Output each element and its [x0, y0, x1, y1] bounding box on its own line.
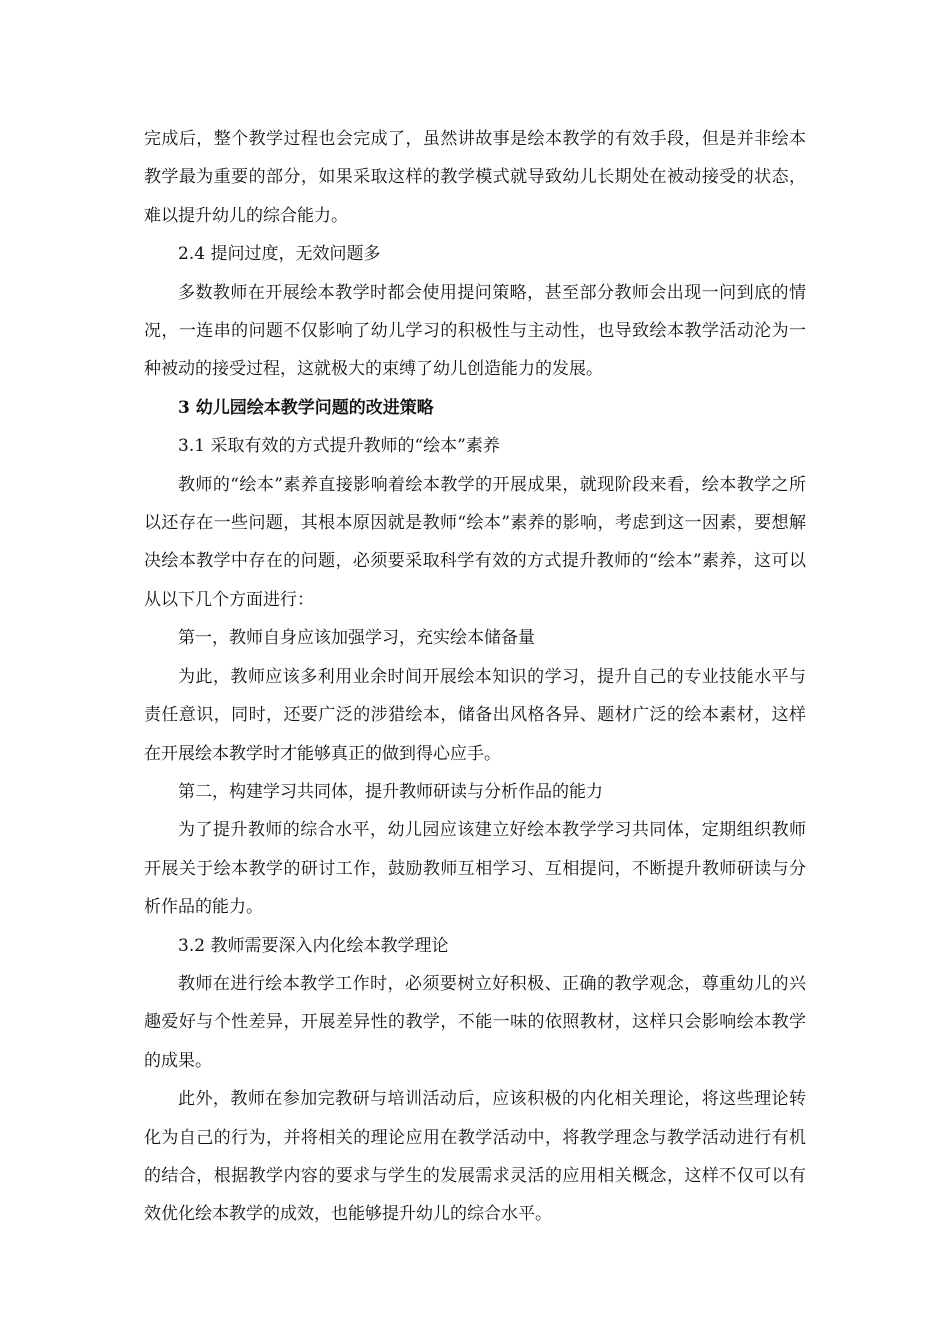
paragraph-teaching-concept: 教师在进行绘本教学工作时，必须要树立好积极、正确的教学观念，尊重幼儿的兴趣爱好与个性差异，开展差异性的教学，不能一味的依照教材，这样只会影响绘本教学的成果。 [144, 973, 806, 1071]
paragraph-continuation: 完成后，整个教学过程也会完成了，虽然讲故事是绘本教学的有效手段，但是并非绘本教学最为重要的部分，如果采取这样的教学模式就导致幼儿长期处在被动接受的状态，难以提升幼儿的综合能力。 [144, 129, 806, 226]
section-heading-3-2: 3.2 教师需要深入内化绘本教学理论 [178, 935, 449, 956]
section-heading-3-1: 3.1 采取有效的方式提升教师的“绘本”素养 [178, 436, 500, 457]
chapter-heading-3: 3 幼儿园绘本教学问题的改进策略 [178, 397, 434, 418]
document-page [144, 120, 806, 1234]
subheading-second: 第二，构建学习共同体，提升教师研读与分析作品的能力 [178, 781, 603, 802]
subheading-first: 第一，教师自身应该加强学习，充实绘本储备量 [178, 628, 535, 649]
paragraph-literacy: 教师的“绘本”素养直接影响着绘本教学的开展成果，就现阶段来看，绘本教学之所以还存在一些问题，其根本原因就是教师“绘本”素养的影响，考虑到这一因素，要想解决绘本教学中存在的问题，必须要采取科学有效的方式提升教师的“绘本”素养，这可以从以下几个方面进行： [144, 474, 806, 610]
paragraph-internalize: 此外，教师在参加完教研与培训活动后，应该积极的内化相关理论，将这些理论转化为自己的行为，并将相关的理论应用在教学活动中，将教学理念与教学活动进行有机的结合，根据教学内容的要求与学生的发展需求灵活的应用相关概念，这样不仅可以有效优化绘本教学的成效，也能够提升幼儿的综合水平。 [144, 1089, 806, 1225]
paragraph-community: 为了提升教师的综合水平，幼儿园应该建立好绘本教学学习共同体，定期组织教师开展关于绘本教学的研讨工作，鼓励教师互相学习、互相提问，不断提升教师研读与分析作品的能力。 [144, 820, 806, 918]
section-heading-2-4: 2.4 提问过度，无效问题多 [178, 244, 381, 265]
paragraph-questioning: 多数教师在开展绘本教学时都会使用提问策略，甚至部分教师会出现一问到底的情况，一连串的问题不仅影响了幼儿学习的积极性与主动性，也导致绘本教学活动沦为一种被动的接受过程，这就极大的束缚了幼儿创造能力的发展。 [144, 282, 806, 380]
paragraph-self-study: 为此，教师应该多利用业余时间开展绘本知识的学习，提升自己的专业技能水平与责任意识，同时，还要广泛的涉猎绘本，储备出风格各异、题材广泛的绘本素材，这样在开展绘本教学时才能够真正的做到得心应手。 [144, 666, 806, 764]
